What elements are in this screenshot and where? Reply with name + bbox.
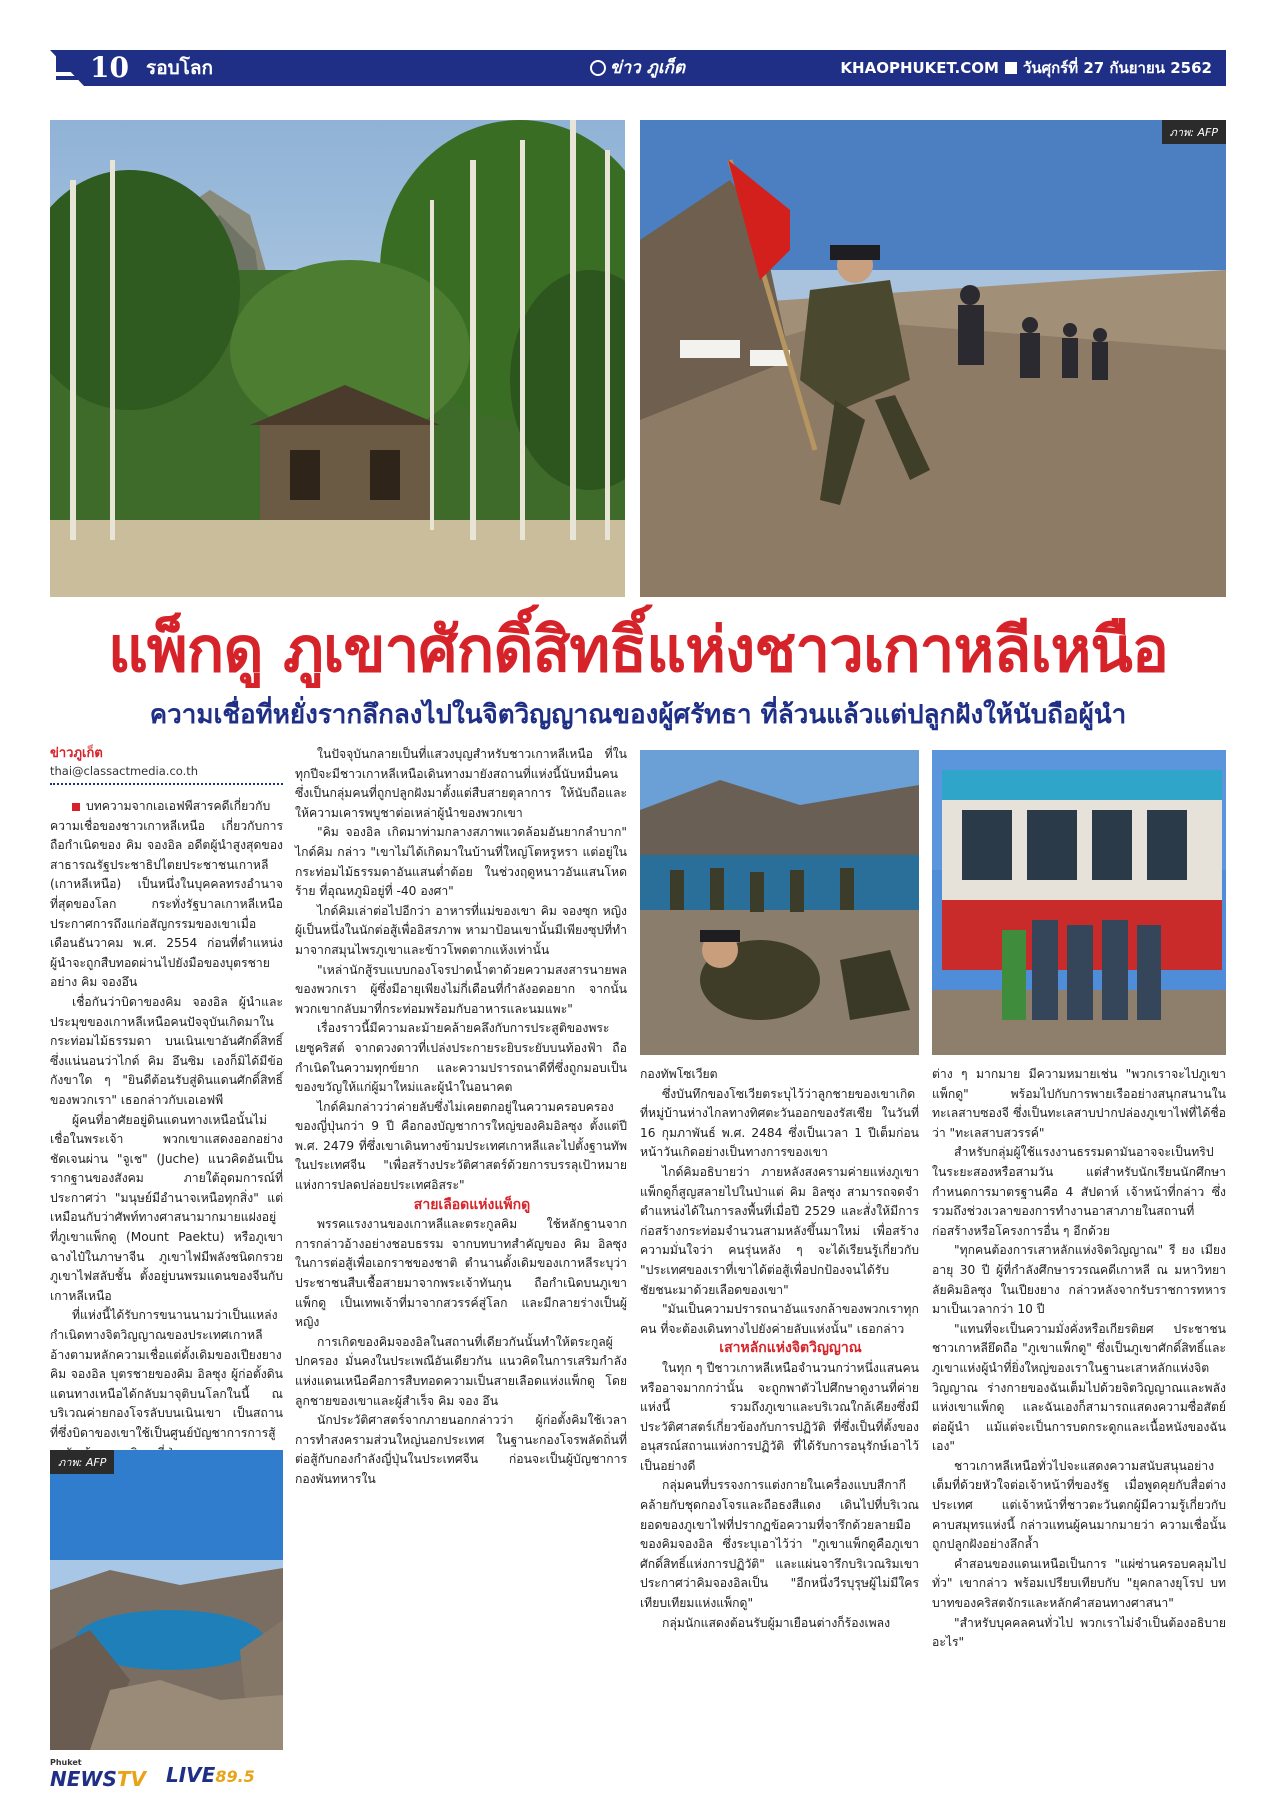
photo-lake-visitors xyxy=(640,750,919,1055)
photo-credit: ภาพ: AFP xyxy=(1162,120,1226,144)
header-right xyxy=(840,50,1212,86)
section-subhead: เสาหลักแห่งจิตวิญญาณ xyxy=(719,1340,862,1357)
paragraph: ชาวเกาหลีเหนือทั่วไปจะแสดงความสนับสนุนอย่างเต็มที่ด้วยหัวใจต่อเจ้าหน้าที่ของรัฐ เมื่อพูดคุยกับสื่อต่างประเทศ แต่เจ้าหน้าที่ชาวตะวันตกผู้มีความรู้เกี่ยวกับคาบสมุทรแห่งนี้ กล่าวแทนผู้คนมากมายว่า ความเชื่อนั้นถูกปลูกฝังอย่างลึกล้ำ xyxy=(932,1458,1226,1552)
section-name: รอบโลก xyxy=(146,57,214,79)
paragraph: กลุ่มคนที่บรรจงการแต่งกายในเครื่องแบบสีกากีคล้ายกับชุดกองโจรและถือธงสีแดง เดินไปที่บริเวณยอดของภูเขาไฟที่ปรากฏข้อความที่จารึกด้วยลายมือของคิมจองอิล ซึ่งระบุเอาไว้ว่า "ภูเขาแพ็กดูคือภูเขาศักดิ์สิทธิ์แห่งการปฏิวัติ" และแผ่นจารึกบริเวณริมเขาประกาศว่าคิมจองอิลเป็น "อีกหนึ่งวีรบุรุษผู้ไม่มีใครเทียบเทียมแห่งแพ็กดู" xyxy=(640,1478,919,1611)
paragraph: "มันเป็นความปรารถนาอันแรงกล้าของพวกเราทุกคน ที่จะต้องเดินทางไปยังค่ายลับแห่งนั้น" เธอกล่าว xyxy=(640,1302,919,1336)
byline-email: thai@classactmedia.co.th xyxy=(50,764,199,778)
page-header xyxy=(50,50,1226,86)
live-radio-logo: LIVE89.5 xyxy=(166,1763,255,1787)
photo-train-station xyxy=(932,750,1226,1055)
paragraph: ในทุก ๆ ปีชาวเกาหลีเหนือจำนวนกว่าหนึ่งแสนคนหรืออาจมากกว่านั้น จะถูกพาตัวไปศึกษาดูงานที่ค่ายแห่งนี้ รวมถึงภูเขาและบริเวณใกล้เคียงซึ่งมีประวัติศาสตร์เกี่ยวข้องกับการปฏิวัติ ที่ซึ่งเป็นที่ตั้งของอนุสรณ์สถานแห่งการปฏิวัติ ที่ได้รับการอนุรักษ์เอาไว้เป็นอย่างดี xyxy=(640,1360,919,1473)
paragraph: ซึ่งบันทึกของโซเวียตระบุไว้ว่าลูกชายของเขาเกิดที่หมู่บ้านห่างไกลทางทิศตะวันออกของรัสเซีย ในวันที่ 16 กุมภาพันธ์ พ.ศ. 2484 ซึ่งเป็นเวลา 1 ปีเต็มก่อนหน้าวันเกิดอย่างเป็นทางการของเขา xyxy=(640,1086,919,1160)
paragraph: "ทุกคนต้องการเสาหลักแห่งจิตวิญญาณ" รี ยง เมียง อายุ 30 ปี ผู้ที่กำลังศึกษารวรณคดีเกาหลี ณ มหาวิทยาลัยคิมอิลซุง ในเปียงยาง กล่าวหลังจากรับราชการทหารมาเป็นเวลากว่า 10 ปี xyxy=(932,1243,1226,1317)
page-number: 10 xyxy=(90,51,129,84)
paragraph: สำหรับกลุ่มผู้ใช้แรงงานธรรมดามันอาจจะเป็นทริปในระยะสองหรือสามวัน แต่สำหรับนักเรียนนักศึกษากำหนดการมาตรฐานคือ 4 สัปดาห์ เจ้าหน้าที่กล่าว ซึ่งรวมถึงช่วงเวลาของการทำงานอาสาภายในสถานที่ก่อสร้างหรือโครงการอื่น ๆ อีกด้วย xyxy=(932,1145,1226,1238)
paragraph: "แทนที่จะเป็นความมั่งคั่งหรือเกียรติยศ ประชาชนชาวเกาหลียึดถือ "ภูเขาแพ็กดู" ซึ่งเป็นภูเขาศักดิ์สิทธิ์และภูเขาแห่งผู้นำที่ยิ่งใหญ่ของเราในฐานะเสาหลักแห่งจิตวิญญาณ ร่างกายของฉันเต็มไปด้วยจิตวิญญาณและพลังแห่งเขาแพ็กดู และฉันเองก็สามารถแสดงความซื่อสัตย์ต่อผู้นำ แม้แต่จะเป็นการบดกระดูกและเนื้อหนังของฉันเอง" xyxy=(932,1321,1226,1454)
sun-logo-icon xyxy=(590,60,606,76)
logo-text: ข่าว ภูเก็ต xyxy=(610,58,685,78)
article-column-3 xyxy=(640,1065,919,1633)
paragraph: กองทัพโซเวียต xyxy=(640,1067,718,1081)
square-icon xyxy=(1005,62,1017,74)
site-url: KHAOPHUKET.COM xyxy=(840,59,999,77)
paragraph: ต่าง ๆ มากมาย มีความหมายเช่น "พวกเราจะไปภูเขาแพ็กดู" พร้อมไปกับการพายเรืออย่างสนุกสนานในทะเลสาบซองจี ซึ่งเป็นทะเลสาบปากปล่องภูเขาไฟที่ได้ชื่อว่า "ทะเลสาบสวรรค์" xyxy=(932,1067,1226,1140)
article-column-4 xyxy=(932,1065,1226,1653)
paragraph: คำสอนของแดนเหนือเป็นการ "แผ่ซ่านครอบคลุมไปทั่ว" เขากล่าว พร้อมเปรียบเทียบกับ "ยุคกลางยุโรป บทบาทของคริสตจักรและหลักคำสอนทางศาสนา" xyxy=(932,1556,1226,1611)
paragraph: ไกด์คิมกล่าวว่าค่ายลับซึ่งไม่เคยตกอยู่ในความครอบครองของญี่ปุ่นกว่า 9 ปี คือกองบัญชาการใหญ่ของคิมอิลซุง ตั้งแต่ปี พ.ศ. 2479 ที่ซึ่งเขาเดินทางข้ามประเทศเกาหลีและไปตั้งฐานทัพในประเทศจีน "เพื่อสร้างประวัติศาสตร์ด้วยการบรรลุเป้าหมายแห่งการปลดปล่อยประเทศอิสระ" xyxy=(295,1099,627,1193)
paragraph: บทความจากเอเอฟพีสารคดีเกี่ยวกับความเชื่อของชาวเกาหลีเหนือ เกี่ยวกับการถือกำเนิดของ คิม จองอิล อดีตผู้นำสูงสุดของสาธารณรัฐประชาธิปไตยประชาชนเกาหลี (เกาหลีเหนือ) เป็นหนึ่งในบุคคลทรงอำนาจที่สุดของโลก กระทั่งรัฐบาลเกาหลีเหนือประกาศการถึงแก่อสัญกรรมของเขาเมื่อเดือนธันวาคม พ.ศ. 2554 ก่อนที่ตำแหน่งผู้นำจะถูกสืบทอดผ่านไปยังมือของบุตรชายอย่าง คิม จองอึน xyxy=(50,799,283,990)
paragraph: ที่แห่งนี้ได้รับการขนานนามว่าเป็นแหล่งกำเนิดทางจิตวิญญาณของประเทศเกาหลี อ้างตามหลักความเชื่อแต่ดั้งเดิมของเปียงยาง คิม จองอิล บุตรชายของคิม อิลซุง ผู้ก่อตั้งดินแดนทางเหนือได้กลับมาจุติบนโลกในนี้ ณ บริเวณค่ายกองโจรลับบนเนินเขา เป็นสถานที่ซึ่งบิดาของเขาใช้เป็นศูนย์บัญชาการการสู้ xyxy=(50,1308,283,1440)
section-subhead: สายเลือดแห่งแพ็กดู xyxy=(413,1196,531,1213)
paragraph: ไกด์คิมเล่าต่อไปอีกว่า อาหารที่แม่ของเขา คิม จองซุก หญิงผู้เป็นหนึ่งในนักต่อสู้เพื่ออิสรภาพ หามาป้อนเขานั้นมีเพียงซุปที่ทำมาจากสมุนไพรภูเขาและข้าวโพดตากแห้งเท่านั้น xyxy=(295,903,627,957)
paragraph: ไกด์คิมอธิบายว่า ภายหลังสงครามค่ายแห่งภูเขาแพ็กดูก็สูญสลายไปในป่าแต่ คิม อิลซุง สามารถจดจำตำแหน่งได้ในการลงพื้นที่เมื่อปี 2529 และสั่งให้มีการก่อสร้างกระท่อมจำนวนสามหลังขึ้นมาใหม่ เพื่อสร้างความมั่นใจว่า คนรุ่นหลัง ๆ จะได้เรียนรู้เกี่ยวกับ "ประเทศของเราที่เขาได้ต่อสู้เพื่อปกป้องจนได้รับชัยชนะมาด้วยเลือดของเขา" xyxy=(640,1164,919,1297)
paragraph: กลุ่มนักแสดงต้อนรับผู้มาเยือนต่างก็ร้องเพลง xyxy=(662,1615,891,1630)
paragraph: ในปัจจุบันกลายเป็นที่แสวงบุญสำหรับชาวเกาหลีเหนือ ที่ในทุกปีจะมีชาวเกาหลีเหนือเดินทางมายังสถานที่แห่งนี้นับหมื่นคน ซึ่งเป็นกลุ่มคนที่ถูกปลูกฝังมาตั้งแต่สืบสายตุลาการ ให้นับถือและให้ความเคารพบูชาต่อเหล่าผู้นำของพวกเขา xyxy=(295,747,627,820)
paragraph: พรรคแรงงานของเกาหลีและตระกูลคิม ใช้หลักฐานจากการกล่าวอ้างอย่างชอบธรรม จากบทบาทสำคัญของ คิม อิลซุง ในการต่อสู้เพื่อเอกราชของชาติ ตำนานดั้งเดิมของเกาหลีระบุว่า ประชาชนสืบเชื้อสายมาจากพระเจ้าทันกุน ถือกำเนิดบนภูเขาแพ็กดู เป็นเทพเจ้าที่มาจากสวรรค์สู่โลก และมีกลายร่างเป็นผู้หญิง xyxy=(295,1217,627,1330)
page-footer xyxy=(50,1760,255,1790)
paragraph: นักประวัติศาสตร์จากภายนอกกล่าวว่า ผู้ก่อตั้งคิมใช้เวลาการทำสงครามส่วนใหญ่นอกประเทศ ในฐานะกองโจรพลัดถิ่นที่ต่อสู้กับกองกำลังญี่ปุ่นในประเทศจีน ก่อนจะเป็นผู้บัญชาการกองพันทหารใน xyxy=(295,1413,627,1486)
photo-credit: ภาพ: AFP xyxy=(50,1450,114,1474)
paragraph: การเกิดของคิมจองอิลในสถานที่เดียวกันนั้นทำให้ตระกูลผู้ปกครอง มั่นคงในประเพณีอันเดียวกัน แนวคิดในการเสริมกำลังแห่งแดนเหนือคือการสืบทอดความเป็นสายเลือดแห่งแพ็กดู โดยลูกชายของเขาและผู้สำเร็จ คิม จอง อึน xyxy=(295,1334,627,1408)
newspaper-logo xyxy=(590,50,685,86)
paragraph: เรื่องราวนี้มีความละม้ายคล้ายคลึงกับการประสูติของพระเยซูคริสต์ จากดวงดาวที่เปล่งประกายระยิบระยับบนท้องฟ้า ถือกำเนิดในความทุกข์ยาก และความปรารถนาดีที่ซึ่งถูกมอบเป็นของขวัญให้แก่ผู้มาใหม่และผู้นำในอนาคต xyxy=(295,1021,627,1095)
byline-divider xyxy=(50,783,283,785)
paragraph: เชื่อกันว่าบิดาของคิม จองอิล ผู้นำและประมุขของเกาหลีเหนือคนปัจจุบันเกิดมาในกระท่อมไม้ธรรมดา บนเนินเขาอันศักดิ์สิทธิ์ ซึ่งแน่นอนว่าไกด์ คิม อึนซิม เองก็มิได้มีข้อกังขาใด ๆ "ยินดีต้อนรับสู่ดินแดนศักดิ์สิทธิ์ของพวกเรา" เธอกล่าวกับเอเอฟพี xyxy=(50,994,283,1107)
photo-crater-lake xyxy=(50,1450,283,1750)
subheadline: ความเชื่อที่หยั่งรากลึกลงไปในจิตวิญญาณของผู้ศรัทธา ที่ล้วนแล้วแต่ปลูกฝังให้นับถือผู้นำ xyxy=(149,700,1127,730)
article-column-2 xyxy=(295,745,627,1490)
paragraph: "สำหรับบุคคลคนทั่วไป พวกเราไม่จำเป็นต้องอธิบายอะไร" xyxy=(932,1615,1226,1650)
article-column-1 xyxy=(50,745,283,1463)
headline: แพ็กดู ภูเขาศักดิ์สิทธิ์แห่งชาวเกาหลีเหนือ xyxy=(107,613,1169,686)
paragraph: "คิม จองอิล เกิดมาท่ามกลางสภาพแวดล้อมอันยากลำบาก" ไกด์คิม กล่าว "เขาไม่ได้เกิดมาในบ้านที่ใหญ่โตหรูหรา แต่อยู่ในกระท่อมไม้ธรรมดาอันแสนต่ำต้อย ในช่วงฤดูหนาวอันแสนโหดร้าย ที่อุณหภูมิอยู่ที่ -40 องศา" xyxy=(295,825,627,899)
byline-name: ข่าวภูเก็ต xyxy=(50,746,103,761)
corner-arrow-icon xyxy=(50,50,84,86)
issue-date: วันศุกร์ที่ 27 กันยายน 2562 xyxy=(1022,59,1212,77)
photo-forest-cabin xyxy=(50,120,625,597)
paragraph: ผู้คนที่อาศัยอยู่ดินแดนทางเหนือนั้นไม่เชื่อในพระเจ้า พวกเขาแสดงออกอย่างชัดเจนผ่าน "จูเช" (Juche) แนวคิดอันเป็นรากฐานของสังคม ภายใต้อุดมการณ์ที่ประกาศว่า "มนุษย์มีอำนาจเหนือทุกสิ่ง" แต่เหมือนกับว่าศัพท์ทางศาสนามากมายแฝงอยู่ที่ภูเขาแพ็กดู (Mount Paektu) หรือภูเขาฉางไป๋ในภาษาจีน ภูเขาไฟมีพลังชนิดกรวยภูเขาไฟสลับชั้น ตั้งอยู่บนพรมแดนของจีนกับเกาหลีเหนือ xyxy=(50,1112,283,1303)
news-tv-logo: Phuket NEWSTV xyxy=(50,1758,146,1791)
paragraph: "เหล่านักสู้รบแบบกองโจรปาดน้ำตาด้วยความสงสารนายพลของพวกเรา ผู้ซึ่งมีอายุเพียงไม่กี่เดือนที่กำลังอดอยาก จากนั้นพวกเขากลับมาที่กระท่อมพร้อมกับอาหารและนมแพะ" xyxy=(295,962,627,1016)
bullet-icon xyxy=(72,803,80,811)
photo-mountain-climbers xyxy=(640,120,1226,597)
